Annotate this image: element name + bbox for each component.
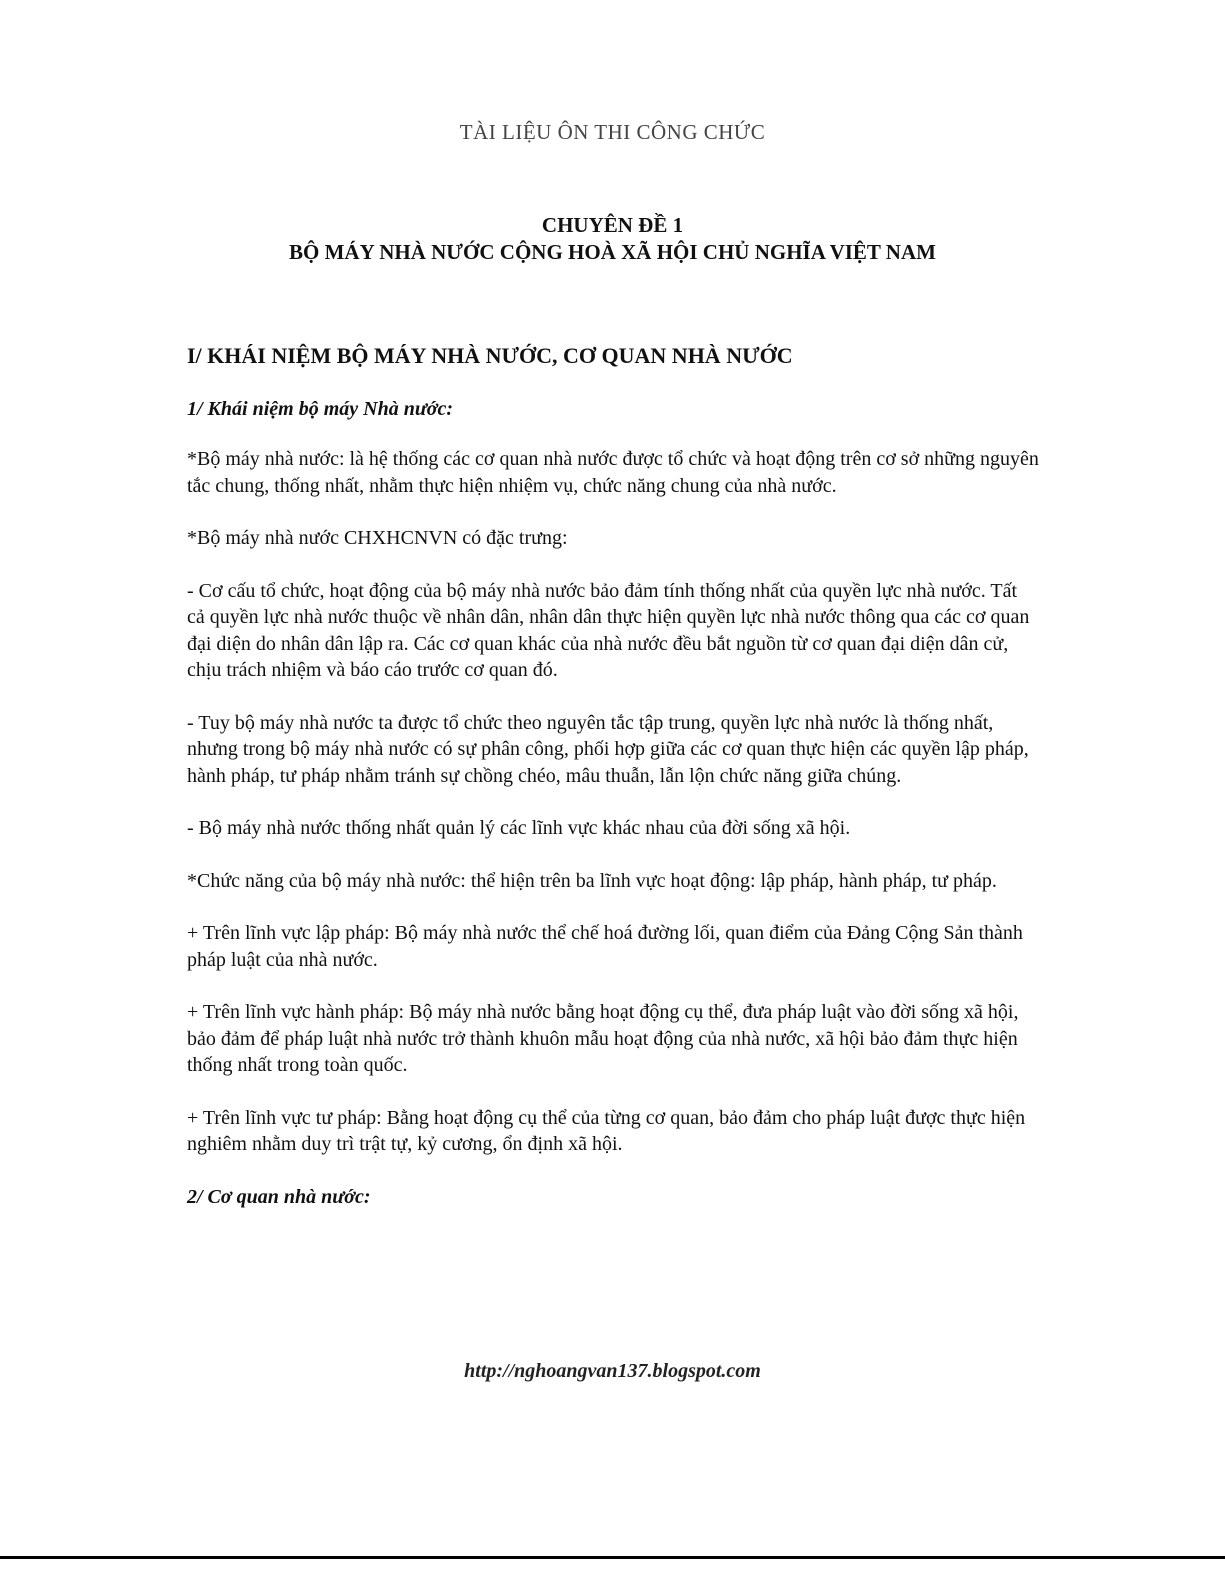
paragraph-function-judicial: + Trên lĩnh vực tư pháp: Bằng hoạt động cụ thể của từng cơ quan, bảo đảm cho pháp luật được thực hiện nghiêm nhằm duy trì trật tự, kỷ cương, ổn định xã hội. [187, 1106, 1026, 1155]
paragraph-definition: *Bộ máy nhà nước: là hệ thống các cơ quan nhà nước được tổ chức và hoạt động trên cơ sở những nguyên tắc chung, thống nhất, nhằm thực hiện nhiệm vụ, chức năng chung của nhà nước. [187, 448, 1039, 497]
topic-name: BỘ MÁY NHÀ NƯỚC CỘNG HOÀ XÃ HỘI CHỦ NGHĨA VIỆT NAM [289, 240, 936, 264]
paragraph-function-executive: + Trên lĩnh vực hành pháp: Bộ máy nhà nước bằng hoạt động cụ thể, đưa pháp luật vào đời sống xã hội, bảo đảm để pháp luật nhà nước trở thành khuôn mẫu hoạt động của nhà nước, xã hội bảo đảm thực hiện thống nhất trong toàn quốc. [187, 1001, 1019, 1076]
section-heading: I/ KHÁI NIỆM BỘ MÁY NHÀ NƯỚC, CƠ QUAN NHÀ NƯỚC [187, 343, 793, 368]
paragraph-function-legislative: + Trên lĩnh vực lập pháp: Bộ máy nhà nước thể chế hoá đường lối, quan điểm của Đảng Cộng Sản thành pháp luật của nhà nước. [187, 922, 1023, 971]
paragraph-functions-intro: *Chức năng của bộ máy nhà nước: thể hiện trên ba lĩnh vực hoạt động: lập pháp, hành pháp, tư pháp. [187, 869, 997, 892]
footer-url-link[interactable]: http://nghoangvan137.blogspot.com [464, 1360, 761, 1382]
subheading-concept: 1/ Khái niệm bộ máy Nhà nước: [187, 397, 454, 420]
paragraph-characteristic-separation: - Tuy bộ máy nhà nước ta được tổ chức theo nguyên tắc tập trung, quyền lực nhà nước là thống nhất, nhưng trong bộ máy nhà nước có sự phân công, phối hợp giữa các cơ quan thực hiện các quyền lập pháp, hành pháp, tư pháp nhằm tránh sự chồng chéo, mâu thuẫn, lẫn lộn chức năng giữa chúng. [187, 711, 1029, 787]
document-body [187, 343, 1039, 1234]
paragraph-characteristic-management: - Bộ máy nhà nước thống nhất quản lý các lĩnh vực khác nhau của đời sống xã hội. [187, 817, 851, 839]
topic-number: CHUYÊN ĐỀ 1 [541, 213, 684, 237]
subheading-state-agency: 2/ Cơ quan nhà nước: [187, 1185, 371, 1208]
page-bottom-divider [0, 1556, 1225, 1559]
document-header-title: TÀI LIỆU ÔN THI CÔNG CHỨC [459, 120, 766, 144]
paragraph-characteristic-unity: - Cơ cấu tổ chức, hoạt động của bộ máy nhà nước bảo đảm tính thống nhất của quyền lực nhà nước. Tất cả quyền lực nhà nước thuộc về nhân dân, nhân dân thực hiện quyền lực nhà nước thông qua các cơ quan đại diện do nhân dân lập ra. Các cơ quan khác của nhà nước đều bắt nguồn từ cơ quan đại diện dân cử, chịu trách nhiệm và báo cáo trước cơ quan đó. [187, 579, 1030, 681]
topic-title [0, 212, 1225, 266]
paragraph-characteristics-intro: *Bộ máy nhà nước CHXHCNVN có đặc trưng: [187, 527, 568, 549]
